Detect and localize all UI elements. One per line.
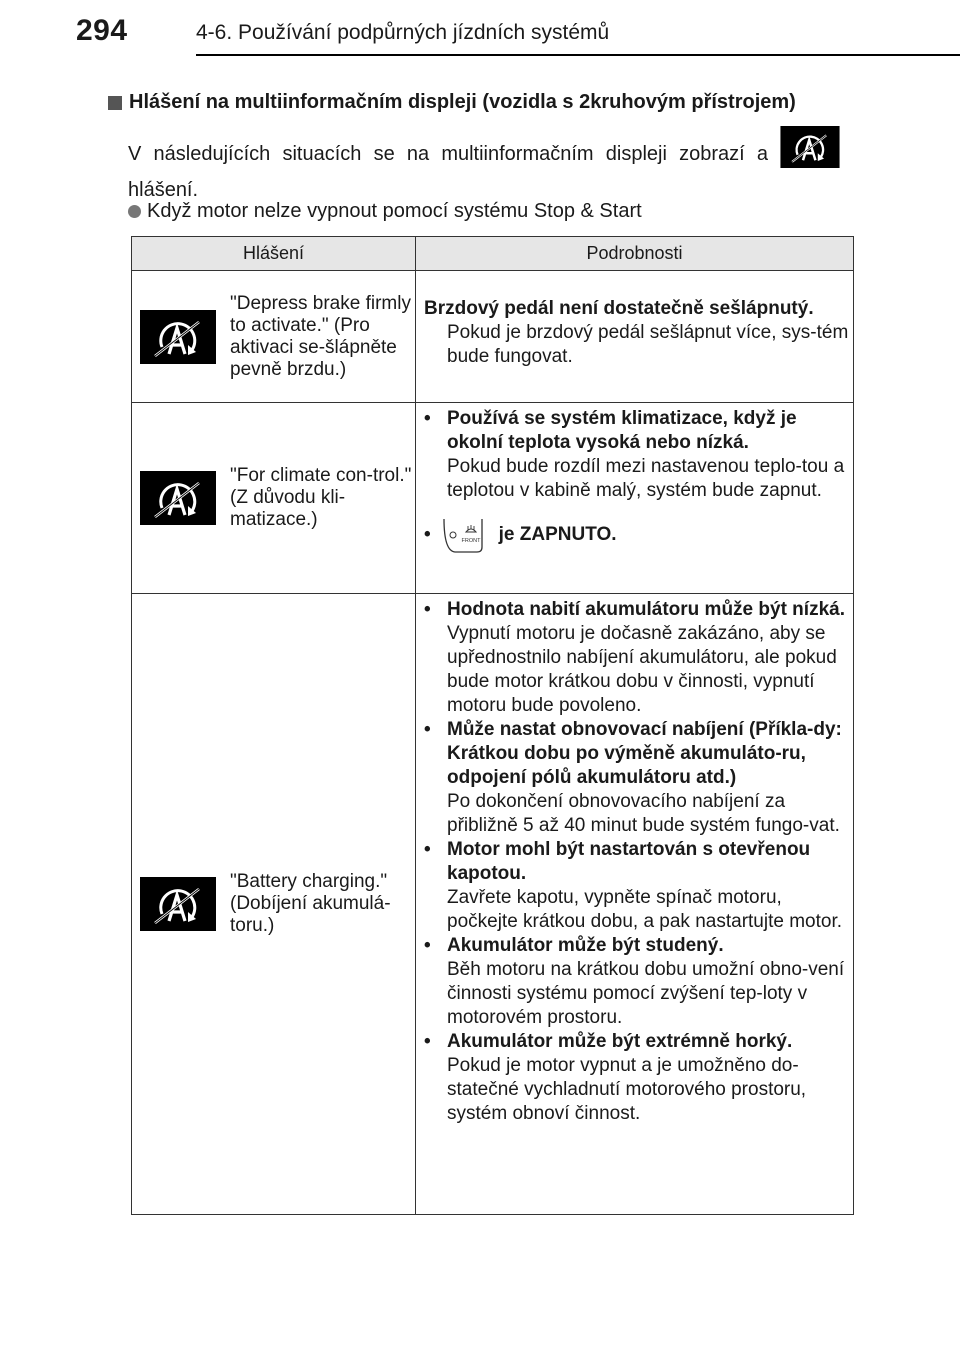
front-defogger-icon: [441, 515, 485, 555]
table-header-row: [132, 237, 854, 271]
bullet-text: Když motor nelze vypnout pomocí systému Stop & Start: [147, 200, 642, 222]
detail-item: • Motor mohl být nastartován s otevřenou kapotou. Zavřete kapotu, vypněte spínač motoru, počkejte krátkou dobu, a pak nastartujte motor.: [424, 838, 853, 934]
detail-item: • Akumulátor může být studený. Běh motoru na krátkou dobu umožní obno-vení činnosti systému pomocí zvýšení tep-loty v motorovém prostoru.: [424, 934, 853, 1030]
column-header-details: Podrobnosti: [416, 237, 854, 271]
detail-heading: Hodnota nabití akumulátoru může být nízká.: [447, 599, 845, 620]
table-row: [132, 403, 854, 594]
header-divider: [196, 54, 960, 56]
detail-text: Běh motoru na krátkou dobu umožní obno-vení činnosti systému pomocí zvýšení tep-loty v motorovém prostoru.: [447, 959, 845, 1028]
defogger-item: • FRONT je ZAPNUTO.: [424, 515, 853, 555]
square-bullet-icon: [108, 96, 122, 110]
detail-text: Pokud je brzdový pedál sešlápnut více, sys-tém bude fungovat.: [447, 322, 849, 367]
round-bullet-icon: [128, 205, 141, 218]
detail-text: Vypnutí motoru je dočasně zakázáno, aby se upřednostnilo nabíjení akumulátoru, ale pokud bude motor krátkou dobu v činnosti, vypnutí motoru bude povoleno.: [447, 623, 837, 716]
stop-start-off-icon: [140, 471, 216, 525]
detail-heading: Akumulátor může být studený.: [447, 935, 724, 956]
page-header: [0, 0, 960, 80]
detail-heading: Akumulátor může být extrémně horký.: [447, 1031, 793, 1052]
detail-heading: Brzdový pedál není dostatečně sešlápnutý.: [424, 298, 814, 319]
section-heading: [108, 91, 796, 114]
message-text: "For climate con-trol." (Z důvodu kli-matizace.): [230, 465, 412, 530]
stop-start-off-icon: [774, 126, 846, 168]
front-button-label: FRONT: [461, 538, 481, 544]
page-number: 294: [76, 14, 128, 47]
table-row: [132, 594, 854, 1215]
message-table: [131, 236, 854, 1215]
situation-bullet: [128, 200, 642, 223]
message-cell: [132, 594, 416, 1215]
message-cell: [132, 271, 416, 403]
chapter-title: 4-6. Používání podpůrných jízdních systémů: [196, 21, 610, 44]
message-cell: [132, 403, 416, 594]
detail-heading: Motor mohl být nastartován s otevřenou kapotou.: [447, 839, 811, 884]
section-title: Hlášení na multiinformačním displeji (vozidla s 2kruhovým přístrojem): [129, 91, 796, 113]
stop-start-off-icon: [140, 310, 216, 364]
detail-item: • Hodnota nabití akumulátoru může být nízká. Vypnutí motoru je dočasně zakázáno, aby se upřednostnilo nabíjení akumulátoru, ale pokud bude motor krátkou dobu v činnosti, vypnutí motoru bude povoleno.: [424, 598, 853, 718]
detail-text: Zavřete kapotu, vypněte spínač motoru, počkejte krátkou dobu, a pak nastartujte motor.: [447, 887, 843, 932]
message-text: "Battery charging." (Dobíjení akumulá-toru.): [230, 871, 391, 936]
details-cell: [416, 403, 854, 594]
detail-item: • Může nastat obnovovací nabíjení (Příkla-dy: Krátkou dobu po výměně akumuláto-ru, odpojení pólů akumulátoru atd.) Po dokončení obnovovacího nabíjení za přibližně 5 až 40 minut bude systém fungo-vat.: [424, 718, 853, 838]
table-row: [132, 271, 854, 403]
detail-heading: Může nastat obnovovací nabíjení (Příkla-dy: Krátkou dobu po výměně akumuláto-ru, odpojení pólů akumulátoru atd.): [447, 719, 842, 788]
detail-item: • Používá se systém klimatizace, když je okolní teplota vysoká nebo nízká. Pokud bude rozdíl mezi nastavenou teplo-tou a teplotou v kabině malý, systém bude zapnut.: [424, 407, 853, 503]
message-text: "Depress brake firmly to activate." (Pro aktivaci se-šlápněte pevně brzdu.): [230, 292, 411, 380]
details-cell: [416, 594, 854, 1215]
details-cell: [416, 271, 854, 403]
detail-heading: Používá se systém klimatizace, když je okolní teplota vysoká nebo nízká.: [447, 408, 797, 453]
intro-paragraph: V následujících situacích se na multiinformačním displeji zobrazí a hlášení.: [128, 143, 768, 201]
stop-start-off-icon: [140, 877, 216, 931]
defogger-text: je ZAPNUTO.: [498, 524, 617, 545]
detail-item: • Akumulátor může být extrémně horký. Pokud je motor vypnut a je umožněno do-statečné vychladnutí motorového prostoru, systém obnoví činnost.: [424, 1030, 853, 1126]
detail-text: Pokud bude rozdíl mezi nastavenou teplo-tou a teplotou v kabině malý, systém bude zapnut.: [447, 456, 845, 501]
column-header-message: Hlášení: [132, 237, 416, 271]
detail-text: Pokud je motor vypnut a je umožněno do-statečné vychladnutí motorového prostoru, systém obnoví činnost.: [447, 1055, 807, 1124]
detail-text: Po dokončení obnovovacího nabíjení za přibližně 5 až 40 minut bude systém fungo-vat.: [447, 791, 840, 836]
